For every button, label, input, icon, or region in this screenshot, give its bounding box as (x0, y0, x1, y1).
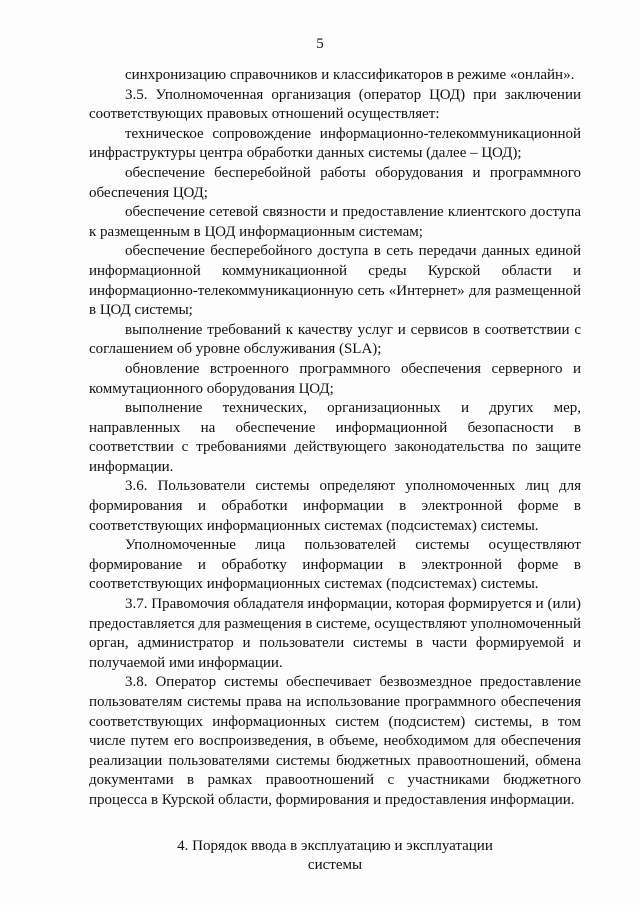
paragraph-3-8: 3.8. Оператор системы обеспечивает безвозмездное предоставление пользователям системы права на использование программного обеспечения соответствующих информационных систем (подсистем) системы, в том числе путем его воспроизведения, в объеме, необходимом для обеспечения реализации пользователями системы бюджетных правоотношений, обмена документами в рамках правоотношений с участниками бюджетного процесса в Курской области, формирования и предоставления информации. (89, 674, 581, 808)
list-item-tech-support: техническое сопровождение информационно-телекоммуникационной инфраструктуры центра обработки данных системы (далее – ЦОД); (89, 125, 581, 162)
list-item-firmware-update: обновление встроенного программного обеспечения серверного и коммутационного оборудования ЦОД; (89, 360, 581, 397)
document-body (89, 66, 581, 876)
section-heading-line2: системы (307, 857, 363, 874)
page-number: 5 (316, 36, 324, 52)
list-item-sla: выполнение требований к качеству услуг и сервисов в соответствии с соглашением об уровне обслуживания (SLA); (89, 321, 581, 358)
section-heading (89, 837, 581, 876)
list-item-network-access: обеспечение бесперебойного доступа в сеть передачи данных единой информационной коммуникационной среды Курской области и информационно-телекоммуникационную сеть «Интернет» для размещенной в ЦОД системы; (89, 243, 581, 319)
section-heading-line1: 4. Порядок ввода в эксплуатацию и эксплуатации (177, 837, 493, 854)
list-item-uninterrupted-operation: обеспечение бесперебойной работы оборудования и программного обеспечения ЦОД; (89, 164, 581, 201)
paragraph-sync-continuation: синхронизацию справочников и классификаторов в режиме «онлайн». (125, 67, 575, 83)
list-item-network-connectivity: обеспечение сетевой связности и предоставление клиентского доступа к размещенным в ЦОД информационным системам; (89, 204, 581, 240)
list-item-security-measures: выполнение технических, организационных и других мер, направленных на обеспечение информационной безопасности в соответствии с требованиями действующего законодательства по защите информации. (89, 400, 581, 475)
paragraph-authorized-persons: Уполномоченные лица пользователей системы осуществляют формирование и обработку информации в электронной форме в соответствующих информационных системах (подсистемах) системы. (89, 537, 581, 593)
paragraph-3-5: 3.5. Уполномоченная организация (оператор ЦОД) при заключении соответствующих правовых отношений осуществляет: (89, 86, 581, 123)
paragraph-3-7: 3.7. Правомочия обладателя информации, которая формируется и (или) предоставляется для размещения в системе, осуществляют уполномоченный орган, администратор и пользователи системы в части формируемой и получаемой ими информации. (89, 596, 581, 671)
paragraph-3-6: 3.6. Пользователи системы определяют уполномоченных лиц для формирования и обработки информации в электронной форме в соответствующих информационных системах (подсистемах) системы. (89, 478, 581, 534)
